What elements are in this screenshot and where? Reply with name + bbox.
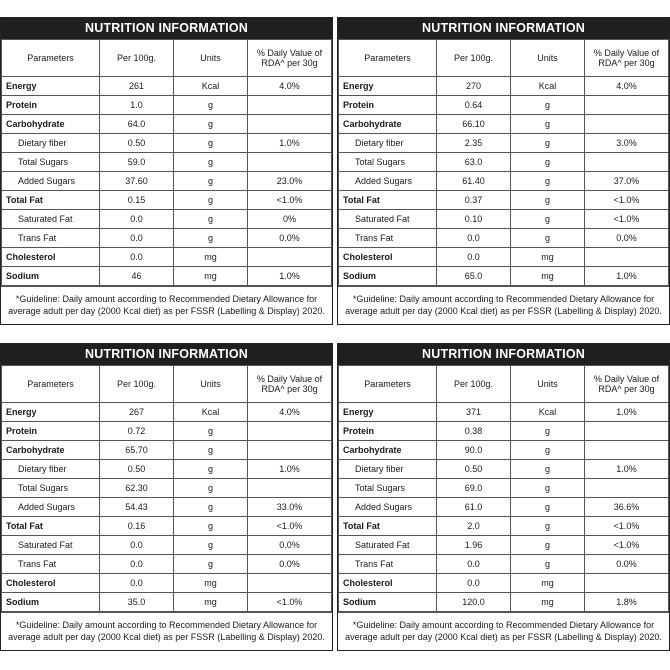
- unit-value: g: [174, 172, 248, 191]
- unit-value: Kcal: [511, 77, 585, 96]
- per-100g-value: 0.10: [437, 210, 511, 229]
- per-100g-value: 90.0: [437, 441, 511, 460]
- header-row: [2, 366, 332, 403]
- daily-value-percent: 0.0%: [248, 229, 332, 248]
- parameter-name: Dietary fiber: [2, 460, 100, 479]
- daily-value-percent: 4.0%: [585, 77, 669, 96]
- parameter-name: Cholesterol: [2, 248, 100, 267]
- table-row: [2, 422, 332, 441]
- unit-value: g: [511, 422, 585, 441]
- column-header: % Daily Value of RDA^ per 30g: [585, 366, 669, 403]
- unit-value: mg: [174, 574, 248, 593]
- parameter-name: Trans Fat: [2, 555, 100, 574]
- per-100g-value: 0.50: [100, 134, 174, 153]
- panel-title: NUTRITION INFORMATION: [338, 344, 669, 365]
- per-100g-value: 0.64: [437, 96, 511, 115]
- daily-value-percent: 1.0%: [248, 267, 332, 286]
- unit-value: g: [174, 422, 248, 441]
- parameter-name: Cholesterol: [2, 574, 100, 593]
- daily-value-percent: <1.0%: [248, 517, 332, 536]
- table-row: [339, 77, 669, 96]
- parameter-name: Trans Fat: [339, 229, 437, 248]
- per-100g-value: 66.10: [437, 115, 511, 134]
- parameter-name: Protein: [339, 422, 437, 441]
- per-100g-value: 62.30: [100, 479, 174, 498]
- daily-value-percent: 23.0%: [248, 172, 332, 191]
- nutrition-panel: [0, 17, 333, 325]
- daily-value-percent: <1.0%: [585, 517, 669, 536]
- unit-value: g: [174, 555, 248, 574]
- per-100g-value: 59.0: [100, 153, 174, 172]
- parameter-name: Protein: [2, 96, 100, 115]
- per-100g-value: 0.16: [100, 517, 174, 536]
- unit-value: Kcal: [511, 403, 585, 422]
- per-100g-value: 0.0: [100, 229, 174, 248]
- column-header: % Daily Value of RDA^ per 30g: [248, 366, 332, 403]
- parameter-name: Energy: [339, 77, 437, 96]
- column-header: % Daily Value of RDA^ per 30g: [585, 40, 669, 77]
- table-row: [2, 555, 332, 574]
- per-100g-value: 65.70: [100, 441, 174, 460]
- column-header: Units: [511, 366, 585, 403]
- unit-value: g: [174, 479, 248, 498]
- column-header: Units: [511, 40, 585, 77]
- per-100g-value: 2.0: [437, 517, 511, 536]
- parameter-name: Carbohydrate: [2, 115, 100, 134]
- unit-value: g: [174, 134, 248, 153]
- daily-value-percent: [248, 96, 332, 115]
- daily-value-percent: [585, 153, 669, 172]
- per-100g-value: 1.0: [100, 96, 174, 115]
- header-row: [2, 40, 332, 77]
- table-row: [2, 498, 332, 517]
- column-header: Units: [174, 366, 248, 403]
- daily-value-percent: <1.0%: [248, 593, 332, 612]
- table-row: [2, 536, 332, 555]
- daily-value-percent: 37.0%: [585, 172, 669, 191]
- unit-value: mg: [511, 267, 585, 286]
- column-header: Per 100g.: [100, 40, 174, 77]
- daily-value-percent: [248, 153, 332, 172]
- per-100g-value: 0.0: [437, 574, 511, 593]
- per-100g-value: 35.0: [100, 593, 174, 612]
- table-row: [2, 172, 332, 191]
- parameter-name: Total Fat: [2, 191, 100, 210]
- per-100g-value: 65.0: [437, 267, 511, 286]
- table-row: [2, 153, 332, 172]
- unit-value: g: [174, 191, 248, 210]
- daily-value-percent: 1.0%: [585, 403, 669, 422]
- daily-value-percent: <1.0%: [248, 191, 332, 210]
- table-row: [2, 574, 332, 593]
- parameter-name: Energy: [2, 77, 100, 96]
- unit-value: g: [511, 134, 585, 153]
- per-100g-value: 61.0: [437, 498, 511, 517]
- parameter-name: Added Sugars: [339, 172, 437, 191]
- per-100g-value: 0.0: [437, 229, 511, 248]
- per-100g-value: 37.60: [100, 172, 174, 191]
- table-row: [339, 498, 669, 517]
- unit-value: g: [511, 115, 585, 134]
- per-100g-value: 1.96: [437, 536, 511, 555]
- daily-value-percent: 36.6%: [585, 498, 669, 517]
- table-row: [2, 191, 332, 210]
- daily-value-percent: 1.0%: [585, 267, 669, 286]
- parameter-name: Sodium: [2, 593, 100, 612]
- table-row: [2, 210, 332, 229]
- per-100g-value: 0.15: [100, 191, 174, 210]
- unit-value: g: [511, 536, 585, 555]
- column-header: Parameters: [2, 40, 100, 77]
- per-100g-value: 0.0: [100, 210, 174, 229]
- parameter-name: Total Fat: [339, 191, 437, 210]
- nutrition-table: [1, 365, 332, 612]
- daily-value-percent: [248, 248, 332, 267]
- table-row: [2, 593, 332, 612]
- nutrition-table: [338, 39, 669, 286]
- daily-value-percent: [248, 574, 332, 593]
- parameter-name: Added Sugars: [2, 172, 100, 191]
- table-row: [339, 593, 669, 612]
- table-row: [2, 460, 332, 479]
- table-row: [339, 422, 669, 441]
- parameter-name: Total Fat: [2, 517, 100, 536]
- per-100g-value: 0.0: [100, 248, 174, 267]
- daily-value-percent: [585, 96, 669, 115]
- header-row: [339, 40, 669, 77]
- per-100g-value: 54.43: [100, 498, 174, 517]
- daily-value-percent: 33.0%: [248, 498, 332, 517]
- daily-value-percent: <1.0%: [585, 191, 669, 210]
- per-100g-value: 0.0: [437, 248, 511, 267]
- unit-value: g: [511, 441, 585, 460]
- unit-value: g: [511, 517, 585, 536]
- daily-value-percent: 0.0%: [248, 555, 332, 574]
- per-100g-value: 64.0: [100, 115, 174, 134]
- daily-value-percent: 0.0%: [248, 536, 332, 555]
- per-100g-value: 261: [100, 77, 174, 96]
- nutrition-table: [338, 365, 669, 612]
- parameter-name: Carbohydrate: [2, 441, 100, 460]
- unit-value: mg: [511, 574, 585, 593]
- unit-value: Kcal: [174, 403, 248, 422]
- unit-value: g: [174, 460, 248, 479]
- unit-value: mg: [511, 593, 585, 612]
- unit-value: g: [511, 191, 585, 210]
- table-row: [339, 134, 669, 153]
- per-100g-value: 0.38: [437, 422, 511, 441]
- unit-value: mg: [174, 267, 248, 286]
- unit-value: g: [174, 517, 248, 536]
- parameter-name: Total Fat: [339, 517, 437, 536]
- table-row: [339, 248, 669, 267]
- guideline-note: *Guideline: Daily amount according to Recommended Dietary Allowance for average adult per day (2000 Kcal diet) as per FSSR (Labelling & Display) 2020.: [338, 612, 669, 650]
- unit-value: g: [511, 460, 585, 479]
- table-row: [2, 267, 332, 286]
- table-row: [339, 115, 669, 134]
- unit-value: g: [174, 229, 248, 248]
- unit-value: g: [511, 555, 585, 574]
- per-100g-value: 0.37: [437, 191, 511, 210]
- daily-value-percent: [585, 574, 669, 593]
- daily-value-percent: 1.8%: [585, 593, 669, 612]
- table-row: [2, 403, 332, 422]
- parameter-name: Protein: [339, 96, 437, 115]
- unit-value: g: [511, 498, 585, 517]
- table-row: [339, 403, 669, 422]
- daily-value-percent: [585, 248, 669, 267]
- column-header: Per 100g.: [100, 366, 174, 403]
- panel-title: NUTRITION INFORMATION: [1, 18, 332, 39]
- parameter-name: Saturated Fat: [339, 210, 437, 229]
- parameter-name: Added Sugars: [2, 498, 100, 517]
- unit-value: mg: [174, 593, 248, 612]
- unit-value: g: [174, 153, 248, 172]
- table-row: [2, 479, 332, 498]
- parameter-name: Sodium: [2, 267, 100, 286]
- daily-value-percent: 3.0%: [585, 134, 669, 153]
- table-row: [2, 134, 332, 153]
- unit-value: g: [511, 479, 585, 498]
- per-100g-value: 69.0: [437, 479, 511, 498]
- daily-value-percent: [585, 115, 669, 134]
- table-row: [2, 517, 332, 536]
- unit-value: g: [511, 172, 585, 191]
- unit-value: g: [174, 115, 248, 134]
- column-header: Per 100g.: [437, 40, 511, 77]
- nutrition-panel: [0, 343, 333, 651]
- table-row: [2, 96, 332, 115]
- per-100g-value: 0.50: [437, 460, 511, 479]
- per-100g-value: 63.0: [437, 153, 511, 172]
- guideline-note: *Guideline: Daily amount according to Recommended Dietary Allowance for average adult per day (2000 Kcal diet) as per FSSR (Labelling & Display) 2020.: [1, 612, 332, 650]
- per-100g-value: 0.0: [437, 555, 511, 574]
- table-row: [339, 229, 669, 248]
- per-100g-value: 2.35: [437, 134, 511, 153]
- per-100g-value: 0.0: [100, 574, 174, 593]
- nutrition-panel: [337, 17, 670, 325]
- parameter-name: Dietary fiber: [2, 134, 100, 153]
- unit-value: g: [511, 210, 585, 229]
- parameter-name: Trans Fat: [339, 555, 437, 574]
- per-100g-value: 120.0: [437, 593, 511, 612]
- daily-value-percent: 1.0%: [585, 460, 669, 479]
- daily-value-percent: 0.0%: [585, 555, 669, 574]
- column-header: Parameters: [339, 366, 437, 403]
- daily-value-percent: 1.0%: [248, 134, 332, 153]
- table-row: [2, 77, 332, 96]
- unit-value: g: [174, 498, 248, 517]
- table-row: [2, 115, 332, 134]
- column-header: Units: [174, 40, 248, 77]
- unit-value: g: [511, 229, 585, 248]
- parameter-name: Total Sugars: [339, 153, 437, 172]
- daily-value-percent: <1.0%: [585, 210, 669, 229]
- table-row: [2, 248, 332, 267]
- parameter-name: Protein: [2, 422, 100, 441]
- column-header: % Daily Value of RDA^ per 30g: [248, 40, 332, 77]
- parameter-name: Cholesterol: [339, 248, 437, 267]
- panel-title: NUTRITION INFORMATION: [338, 18, 669, 39]
- table-row: [339, 479, 669, 498]
- nutrition-panel: [337, 343, 670, 651]
- per-100g-value: 0.50: [100, 460, 174, 479]
- table-row: [339, 267, 669, 286]
- daily-value-percent: 4.0%: [248, 77, 332, 96]
- daily-value-percent: [248, 479, 332, 498]
- parameter-name: Dietary fiber: [339, 460, 437, 479]
- per-100g-value: 0.0: [100, 555, 174, 574]
- daily-value-percent: [248, 115, 332, 134]
- parameter-name: Cholesterol: [339, 574, 437, 593]
- per-100g-value: 0.72: [100, 422, 174, 441]
- guideline-note: *Guideline: Daily amount according to Recommended Dietary Allowance for average adult per day (2000 Kcal diet) as per FSSR (Labelling & Display) 2020.: [1, 286, 332, 324]
- daily-value-percent: 0.0%: [585, 229, 669, 248]
- column-header: Parameters: [339, 40, 437, 77]
- table-row: [339, 517, 669, 536]
- parameter-name: Sodium: [339, 593, 437, 612]
- parameter-name: Total Sugars: [339, 479, 437, 498]
- daily-value-percent: [585, 422, 669, 441]
- guideline-note: *Guideline: Daily amount according to Recommended Dietary Allowance for average adult per day (2000 Kcal diet) as per FSSR (Labelling & Display) 2020.: [338, 286, 669, 324]
- column-header: Per 100g.: [437, 366, 511, 403]
- daily-value-percent: [248, 422, 332, 441]
- parameter-name: Total Sugars: [2, 479, 100, 498]
- daily-value-percent: [248, 441, 332, 460]
- nutrition-table: [1, 39, 332, 286]
- table-row: [339, 210, 669, 229]
- table-row: [339, 460, 669, 479]
- per-100g-value: 46: [100, 267, 174, 286]
- header-row: [339, 366, 669, 403]
- table-row: [339, 96, 669, 115]
- parameter-name: Added Sugars: [339, 498, 437, 517]
- parameter-name: Sodium: [339, 267, 437, 286]
- unit-value: Kcal: [174, 77, 248, 96]
- table-row: [339, 191, 669, 210]
- unit-value: g: [511, 153, 585, 172]
- parameter-name: Carbohydrate: [339, 115, 437, 134]
- per-100g-value: 267: [100, 403, 174, 422]
- table-row: [339, 441, 669, 460]
- parameter-name: Dietary fiber: [339, 134, 437, 153]
- column-header: Parameters: [2, 366, 100, 403]
- unit-value: mg: [174, 248, 248, 267]
- unit-value: g: [174, 536, 248, 555]
- daily-value-percent: 4.0%: [248, 403, 332, 422]
- table-row: [2, 441, 332, 460]
- daily-value-percent: [585, 441, 669, 460]
- daily-value-percent: [585, 479, 669, 498]
- per-100g-value: 0.0: [100, 536, 174, 555]
- unit-value: mg: [511, 248, 585, 267]
- parameter-name: Saturated Fat: [2, 536, 100, 555]
- table-row: [339, 536, 669, 555]
- parameter-name: Saturated Fat: [339, 536, 437, 555]
- parameter-name: Trans Fat: [2, 229, 100, 248]
- unit-value: g: [174, 441, 248, 460]
- parameter-name: Total Sugars: [2, 153, 100, 172]
- table-row: [339, 172, 669, 191]
- per-100g-value: 270: [437, 77, 511, 96]
- unit-value: g: [511, 96, 585, 115]
- daily-value-percent: 0%: [248, 210, 332, 229]
- parameter-name: Saturated Fat: [2, 210, 100, 229]
- parameter-name: Energy: [2, 403, 100, 422]
- unit-value: g: [174, 96, 248, 115]
- table-row: [339, 153, 669, 172]
- unit-value: g: [174, 210, 248, 229]
- per-100g-value: 61.40: [437, 172, 511, 191]
- daily-value-percent: <1.0%: [585, 536, 669, 555]
- parameter-name: Carbohydrate: [339, 441, 437, 460]
- panel-title: NUTRITION INFORMATION: [1, 344, 332, 365]
- table-row: [2, 229, 332, 248]
- table-row: [339, 555, 669, 574]
- table-row: [339, 574, 669, 593]
- daily-value-percent: 1.0%: [248, 460, 332, 479]
- parameter-name: Energy: [339, 403, 437, 422]
- per-100g-value: 371: [437, 403, 511, 422]
